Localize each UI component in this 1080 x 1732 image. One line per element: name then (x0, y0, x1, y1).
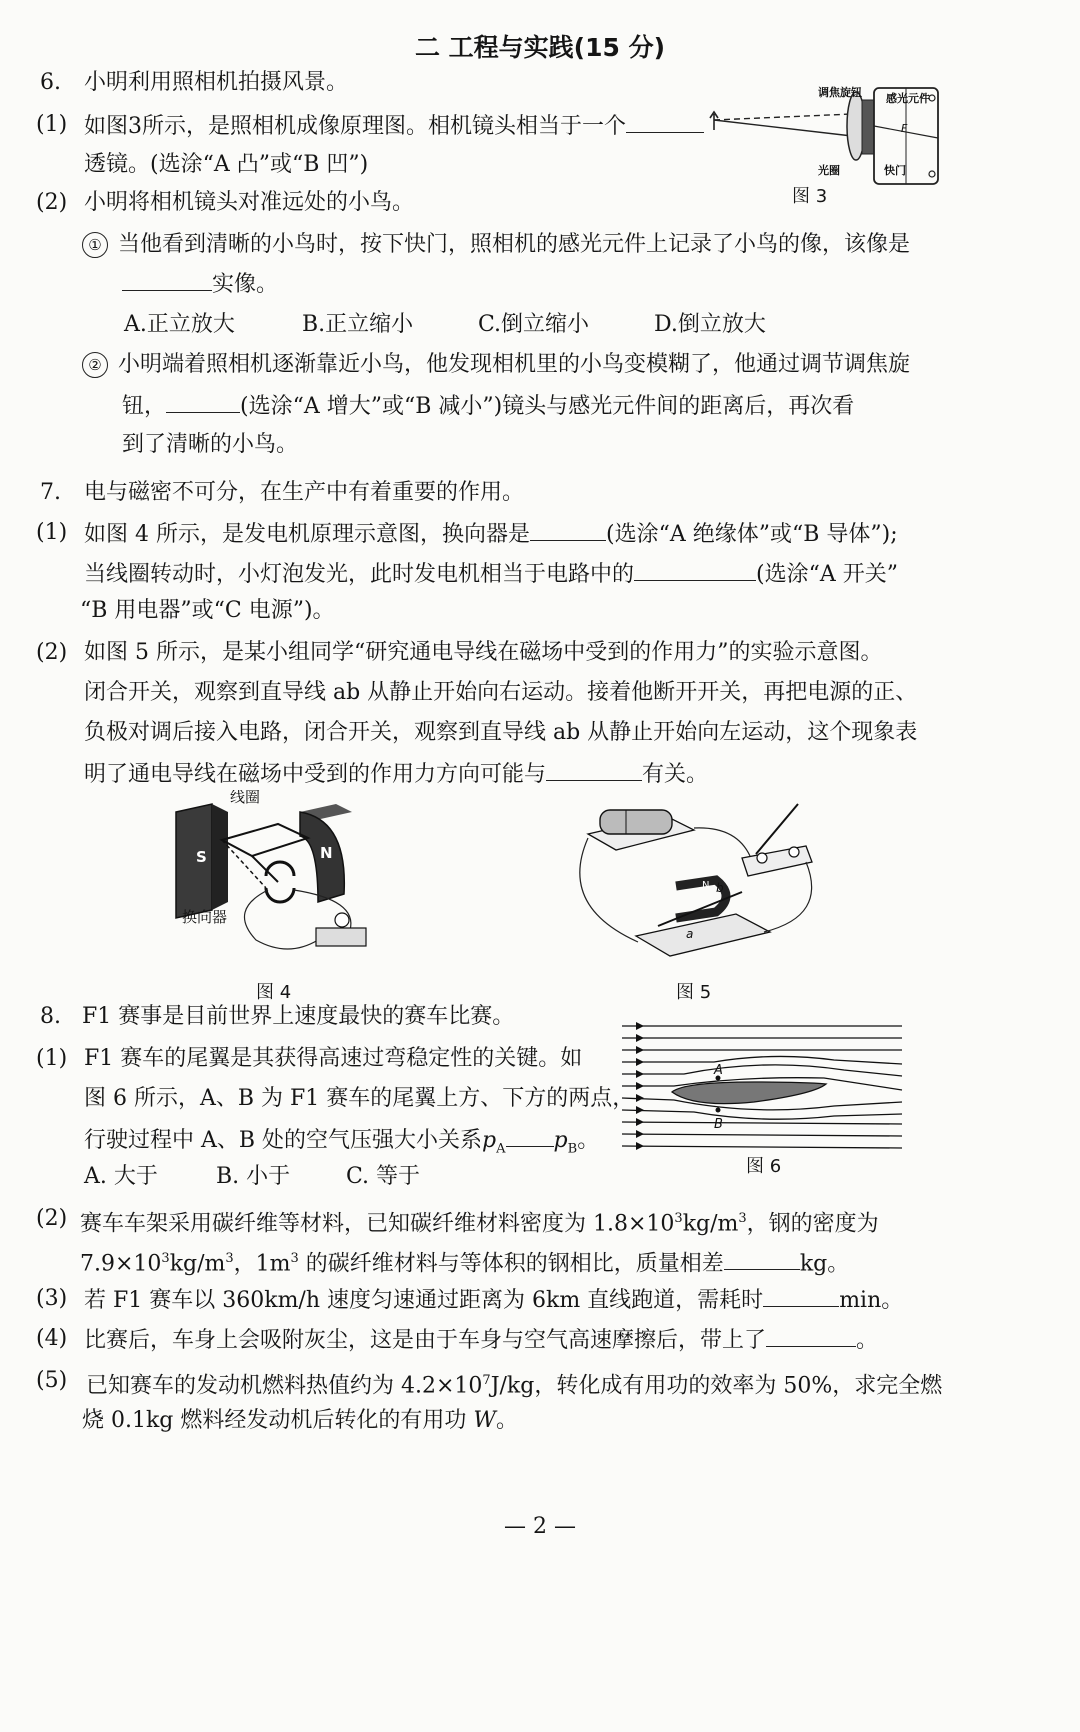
pressure-b-sub: B (567, 1141, 578, 1157)
q7-part1-b1: 当线圈转动时，小灯泡发光，此时发电机相当于电路中的 (84, 562, 635, 587)
wing-shape (672, 1082, 826, 1104)
q8-part4-b: 。 (856, 1328, 879, 1353)
q8-part2-a3: ，钢的密度为 (746, 1211, 879, 1237)
figure-5-experiment-diagram (566, 796, 828, 974)
label-coil: 线圈 (230, 790, 261, 806)
q8-part2-b-exp: 3 (161, 1251, 170, 1266)
answer-blank[interactable] (530, 518, 606, 541)
q6-sub1-line1: 当他看到清晰的小鸟时，按下快门，照相机的感光元件上记录了小鸟的像，该像是 (118, 232, 911, 257)
q6-sub2 (82, 350, 910, 380)
point-b-marker (716, 1108, 721, 1113)
q6-stem: 小明利用照相机拍摄风景。 (84, 70, 349, 95)
q8-option-c: C. 等于 (346, 1164, 421, 1189)
q8-part2-b4: 的碳纤维材料与等体积的钢相比，质量相差 (298, 1251, 724, 1277)
q8-part4-line (84, 1324, 878, 1356)
q6-part1-text (84, 110, 704, 142)
q8-part4-a: 比赛后，车身上会吸附灰尘，这是由于车身与空气高速摩擦后，带上了 (84, 1328, 767, 1353)
q8-part1-line2: 图 6 所示，A、B 为 F1 赛车的尾翼上方、下方的两点， (84, 1086, 635, 1111)
answer-blank[interactable] (634, 558, 756, 581)
figure-6-caption: 图 6 (746, 1156, 782, 1177)
q7-part1-b2: (选涂“A 开关” (756, 562, 898, 587)
q8-part1-line3 (84, 1124, 599, 1164)
q6-part1-number: (1) (36, 112, 68, 137)
figure-6-airflow-diagram (614, 1020, 906, 1152)
q6-option-a: A.正立放大 (124, 312, 235, 337)
q6-sub1-tail: 实像。 (212, 272, 279, 297)
label-sensor-text: 感光元件 (886, 92, 930, 105)
label-b: b (716, 881, 724, 895)
q6-sub1 (82, 230, 910, 260)
q8-part5-b2: 。 (496, 1408, 519, 1433)
q7-part1-a1: 如图 4 所示，是发电机原理示意图，换向器是 (84, 522, 530, 547)
q8-part2-b5: kg。 (799, 1251, 850, 1277)
q8-part2-a2: kg/m (682, 1211, 739, 1237)
q8-part1-line1: F1 赛车的尾翼是其获得高速过弯稳定性的关键。如 (84, 1046, 583, 1071)
q8-part2-b-exp3: 3 (290, 1251, 299, 1266)
figure-4-caption: 图 4 (256, 982, 292, 1003)
q6-option-b: B.正立缩小 (302, 312, 414, 337)
pressure-a: p (482, 1128, 497, 1153)
label-focus-f: F (901, 122, 908, 135)
q8-part2-b3: ，1m (233, 1251, 291, 1277)
figure-4-generator-diagram (168, 790, 418, 970)
q8-part3-b: min。 (839, 1288, 904, 1313)
magnet-n-label: N (702, 880, 710, 891)
q8-part2-number: (2) (36, 1206, 68, 1231)
answer-blank[interactable] (766, 1324, 856, 1347)
q8-part2-a-exp2: 3 (738, 1211, 747, 1226)
q8-part2-line2 (80, 1244, 849, 1279)
q8-number: 8. (40, 1004, 61, 1029)
q8-part1-number: (1) (36, 1046, 68, 1071)
q7-number: 7. (40, 480, 61, 505)
q7-part2-number: (2) (36, 640, 68, 665)
pressure-b: p (553, 1128, 568, 1153)
answer-blank[interactable] (546, 758, 642, 781)
q8-part5-a2: J/kg，转化成有用功的效率为 50%，求完全燃 (490, 1373, 943, 1399)
label-sensor (886, 91, 930, 105)
answer-blank[interactable] (122, 268, 212, 291)
q8-part1-c: 行驶过程中 A、B 处的空气压强大小关系 (84, 1128, 483, 1153)
q7-part1-number: (1) (36, 520, 68, 545)
q6-part2-number: (2) (36, 190, 68, 215)
pole-s-label: S (196, 848, 207, 866)
q8-part2-line1 (80, 1204, 879, 1239)
q8-part2-a-exp: 3 (674, 1211, 683, 1226)
q7-part2-line2: 闭合开关，观察到直导线 ab 从静止开始向右运动。接着他断开开关，再把电源的正、 (84, 680, 918, 705)
q7-part2-d2: 有关。 (642, 762, 709, 787)
figure-3-caption: 图 3 (792, 186, 828, 207)
page-number: — 2 — (504, 1514, 576, 1539)
label-shutter: 快门 (884, 164, 906, 177)
q8-option-b: B. 小于 (216, 1164, 291, 1189)
figure-5-caption: 图 5 (676, 982, 712, 1003)
q6-sub2-line3: 到了清晰的小鸟。 (122, 432, 299, 457)
q6-sub2-line1: 小明端着照相机逐渐靠近小鸟，他发现相机里的小鸟变模糊了，他通过调节调焦旋 (118, 352, 911, 377)
q7-part2-d1: 明了通电导线在磁场中受到的作用力方向可能与 (84, 762, 547, 787)
q7-stem: 电与磁密不可分，在生产中有着重要的作用。 (84, 480, 525, 505)
q8-part2-b1: 7.9×10 (80, 1251, 162, 1277)
q7-part2-line3: 负极对调后接入电路，闭合开关，观察到直导线 ab 从静止开始向左运动，这个现象表 (84, 720, 918, 745)
q7-part1-line3: “B 用电器”或“C 电源”)。 (80, 598, 335, 623)
q7-part1-line2 (84, 558, 898, 590)
q8-part3-a: 若 F1 赛车以 360km/h 速度匀速通过距离为 6km 直线跑道，需耗时 (84, 1288, 764, 1313)
answer-blank[interactable] (724, 1247, 800, 1270)
work-symbol: W (473, 1408, 497, 1433)
q8-option-a: A. 大于 (84, 1164, 158, 1189)
pole-n-label: N (320, 844, 333, 862)
q8-part5-a-exp: 7 (482, 1373, 491, 1388)
q8-part5-a1: 已知赛车的发动机燃料热值约为 4.2×10 (86, 1373, 483, 1399)
section-title: 二 工程与实践(15 分) (414, 33, 666, 62)
label-focus-knob: 调焦旋钮 (818, 86, 862, 99)
q8-part5-line1 (86, 1366, 942, 1401)
answer-blank[interactable] (626, 110, 704, 133)
answer-blank[interactable] (166, 390, 240, 413)
q8-part2-a1: 赛车车架采用碳纤维等材料，已知碳纤维材料密度为 1.8×10 (80, 1211, 675, 1237)
q8-part2-b-exp2: 3 (225, 1251, 234, 1266)
q6-part2-text: 小明将相机镜头对准远处的小鸟。 (84, 190, 415, 215)
label-aperture: 光圈 (818, 164, 840, 177)
q6-part1-line1: 如图3所示，是照相机成像原理图。相机镜头相当于一个 (84, 114, 626, 139)
q6-sub2-head: 钮， (122, 394, 167, 419)
answer-blank[interactable] (763, 1284, 839, 1307)
q7-part2-line4 (84, 758, 708, 790)
q6-sub2-rest: (选涂“A 增大”或“B 减小”)镜头与感光元件间的距离后，再次看 (240, 394, 855, 419)
q8-part5-b1: 烧 0.1kg 燃料经发动机后转化的有用功 (82, 1408, 474, 1433)
q7-part2-line1: 如图 5 所示，是某小组同学“研究通电导线在磁场中受到的作用力”的实验示意图。 (84, 640, 883, 665)
label-commutator: 换向器 (182, 908, 228, 926)
q8-part1-end: 。 (577, 1128, 600, 1153)
q6-option-c: C.倒立缩小 (478, 312, 590, 337)
q8-part3-number: (3) (36, 1286, 68, 1311)
q6-number: 6. (40, 70, 61, 95)
label-a: a (686, 927, 694, 941)
q6-part1-line2: 透镜。(选涂“A 凸”或“B 凹”) (84, 152, 369, 177)
q6-sub2-line2 (122, 390, 854, 422)
airflow-arrows (636, 1022, 644, 1150)
q8-part5-line2 (82, 1406, 518, 1436)
q6-sub1-line2 (122, 268, 278, 300)
point-b-label: B (714, 1117, 723, 1132)
q8-part2-b2: kg/m (169, 1251, 226, 1277)
q8-part5-number: (5) (36, 1368, 68, 1393)
q7-part1-line1 (84, 518, 898, 550)
q8-part3-line (84, 1284, 903, 1316)
q8-part4-number: (4) (36, 1326, 68, 1351)
q7-part1-a2: (选涂“A 绝缘体”或“B 导体”); (606, 522, 898, 547)
sub-mark-2: ② (82, 352, 108, 378)
pressure-a-sub: A (496, 1141, 506, 1157)
answer-blank[interactable] (506, 1124, 554, 1147)
sub-mark-1: ① (82, 232, 108, 258)
point-a-label: A (714, 1063, 723, 1078)
q8-stem: F1 赛事是目前世界上速度最快的赛车比赛。 (82, 1004, 515, 1029)
q6-option-d: D.倒立放大 (654, 312, 766, 337)
